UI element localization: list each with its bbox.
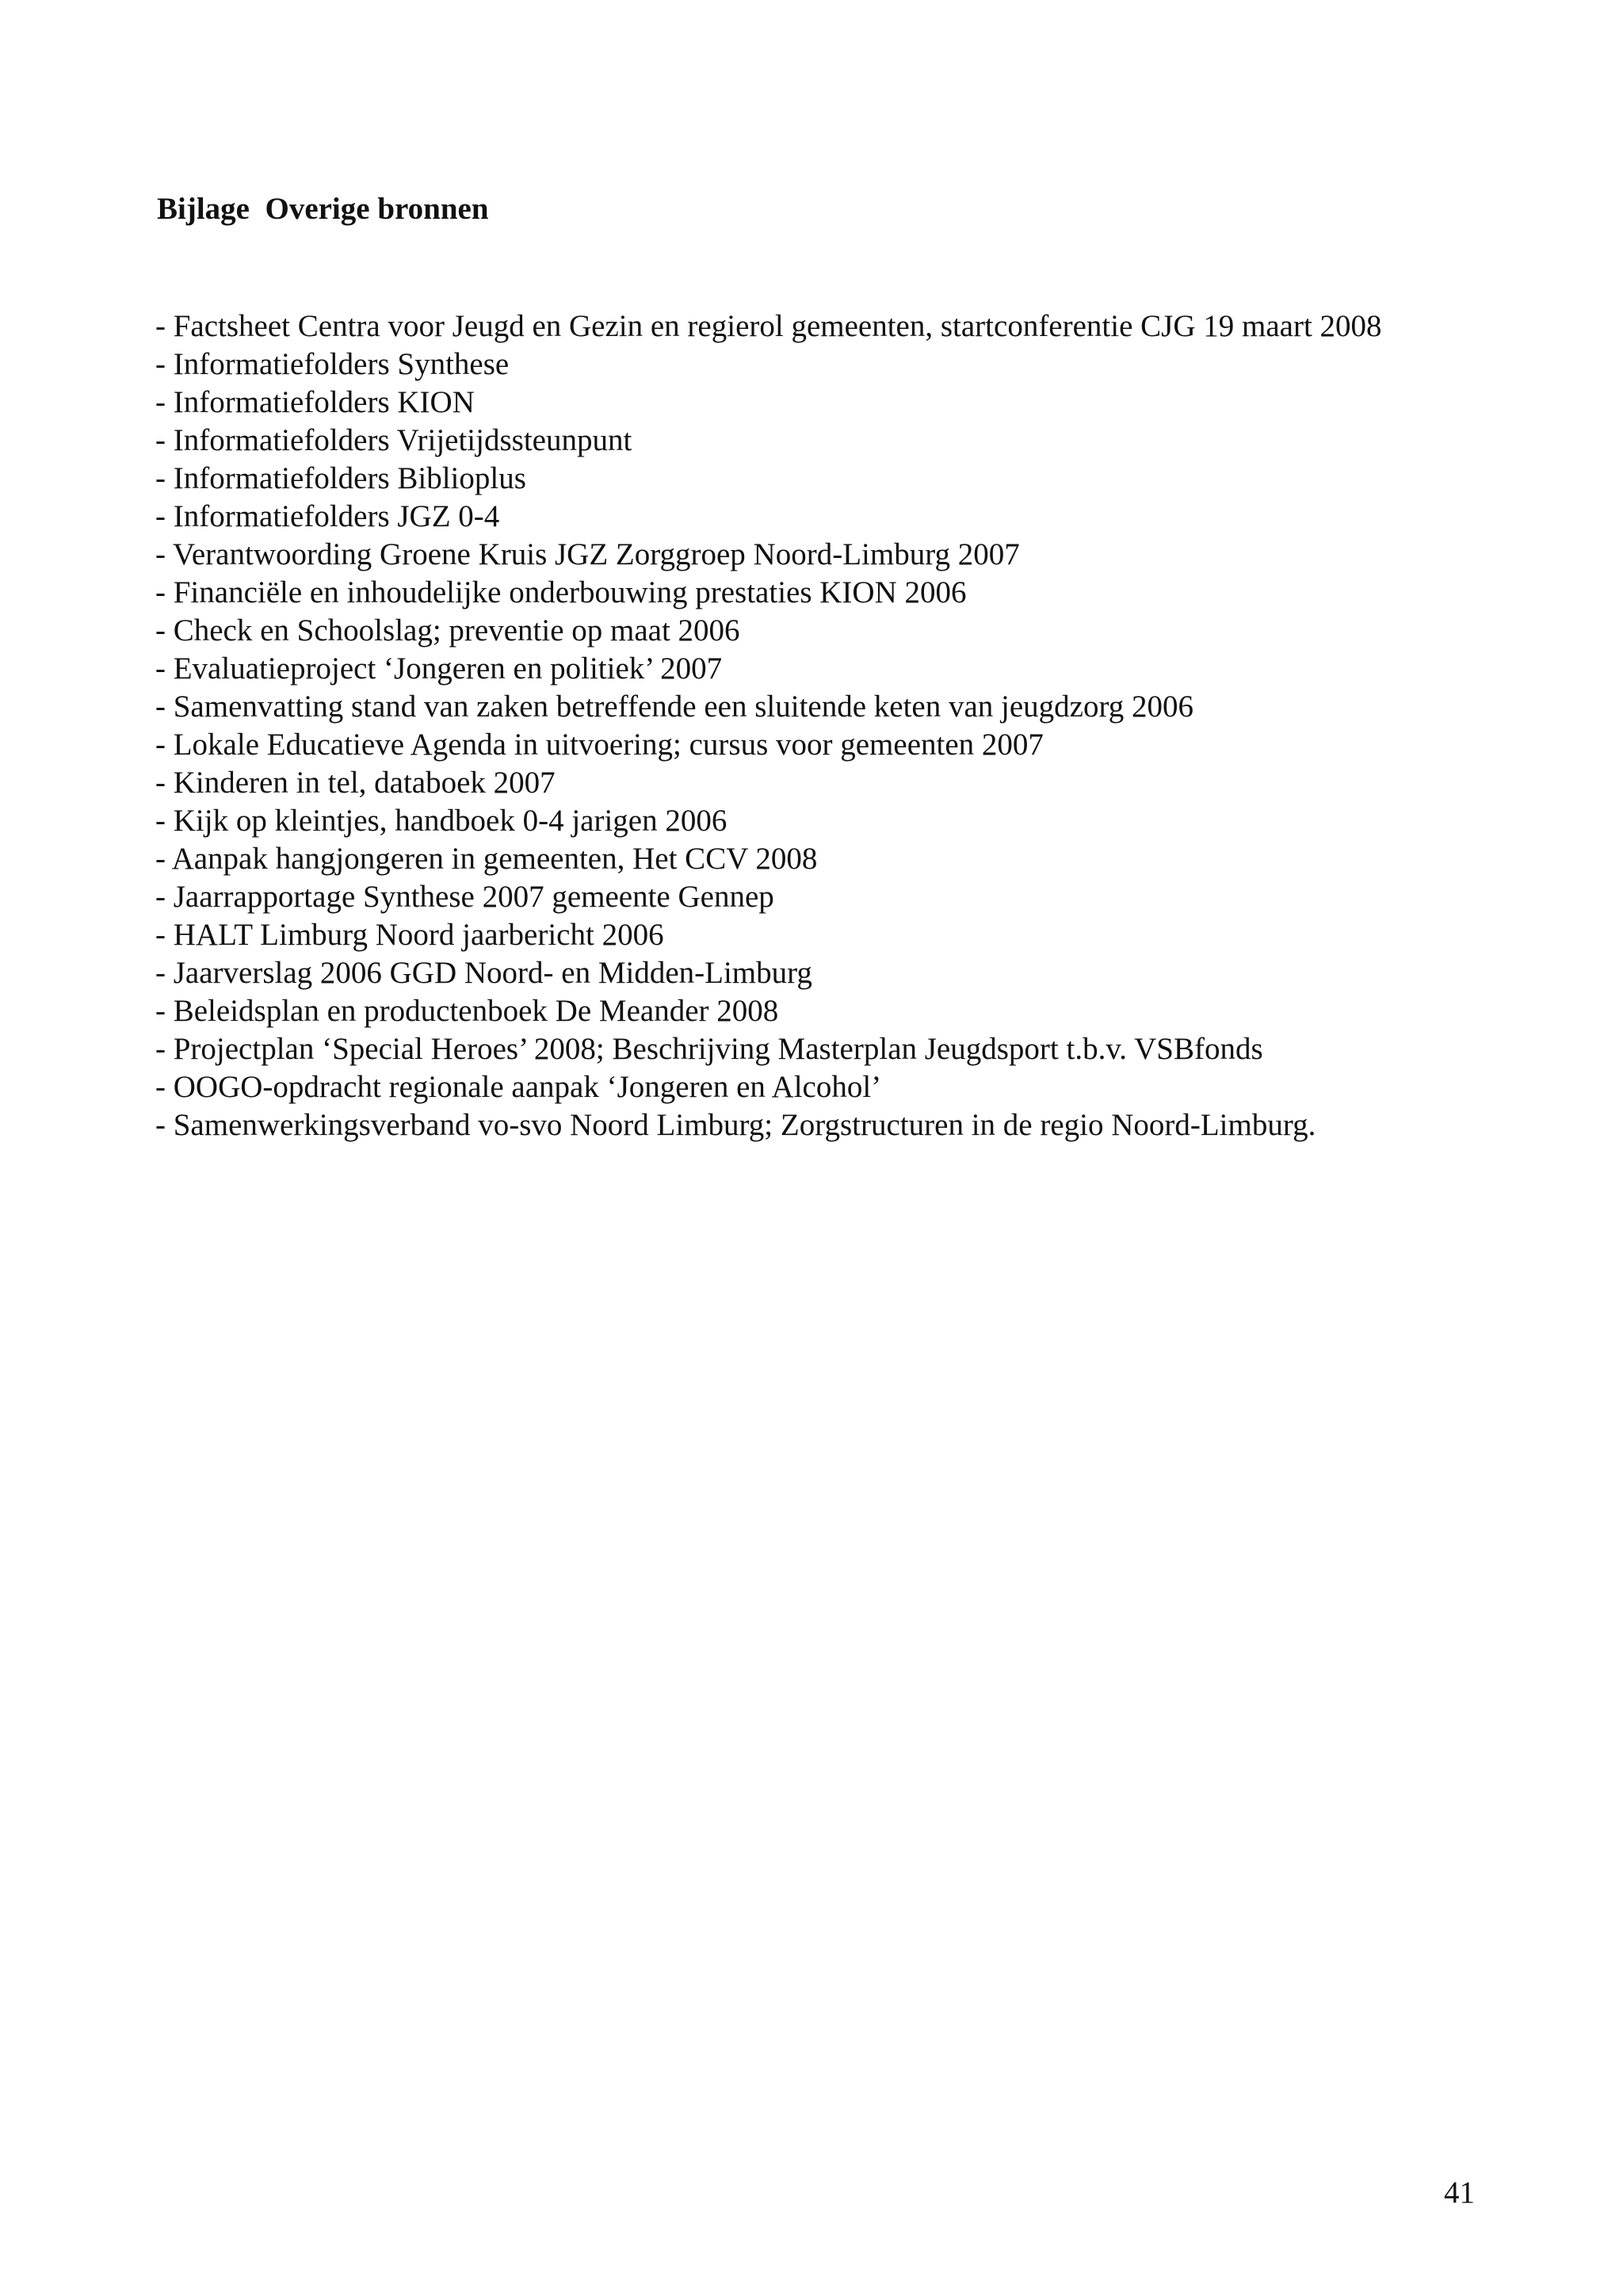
list-item: - Lokale Educatieve Agenda in uitvoering; cursus voor gemeenten 2007 — [155, 728, 1044, 762]
list-item: - Check en Schoolslag; preventie op maat 2006 — [155, 613, 740, 648]
list-item: - Jaarverslag 2006 GGD Noord- en Midden-Limburg — [155, 956, 812, 990]
list-item: - Projectplan ‘Special Heroes’ 2008; Beschrijving Masterplan Jeugdsport t.b.v. VSBfonds — [155, 1032, 1263, 1066]
list-item: - Informatiefolders KION — [155, 385, 475, 419]
sources-list — [155, 308, 1503, 1144]
list-item: - Informatiefolders Biblioplus — [155, 461, 526, 495]
page-number: 41 — [1444, 2176, 1475, 2210]
list-item: - HALT Limburg Noord jaarbericht 2006 — [155, 918, 664, 952]
list-item: - OOGO-opdracht regionale aanpak ‘Jongeren en Alcohol’ — [155, 1070, 882, 1104]
list-item: - Kinderen in tel, databoek 2007 — [155, 766, 556, 800]
list-item: - Beleidsplan en productenboek De Meander 2008 — [155, 994, 779, 1028]
list-item: - Financiële en inhoudelijke onderbouwing prestaties KION 2006 — [155, 575, 967, 609]
list-item: - Aanpak hangjongeren in gemeenten, Het CCV 2008 — [155, 842, 818, 876]
list-item: - Samenwerkingsverband vo-svo Noord Limburg; Zorgstructuren in de regio Noord-Limburg. — [155, 1108, 1316, 1142]
list-item: - Informatiefolders Synthese — [155, 347, 510, 381]
list-item: - Samenvatting stand van zaken betreffende een sluitende keten van jeugdzorg 2006 — [155, 690, 1194, 724]
page-heading: Bijlage Overige bronnen — [157, 192, 489, 226]
list-item: - Verantwoording Groene Kruis JGZ Zorggroep Noord-Limburg 2007 — [155, 537, 1020, 571]
list-item: - Informatiefolders JGZ 0-4 — [155, 499, 500, 533]
list-item: - Evaluatieproject ‘Jongeren en politiek’ 2007 — [155, 651, 723, 686]
list-item: - Jaarrapportage Synthese 2007 gemeente Gennep — [155, 880, 774, 914]
list-item: - Kijk op kleintjes, handboek 0-4 jarigen 2006 — [155, 804, 727, 838]
list-item: - Factsheet Centra voor Jeugd en Gezin en regierol gemeenten, startconferentie CJG 19 maart 2008 — [155, 309, 1382, 343]
list-item: - Informatiefolders Vrijetijdssteunpunt — [155, 423, 632, 457]
